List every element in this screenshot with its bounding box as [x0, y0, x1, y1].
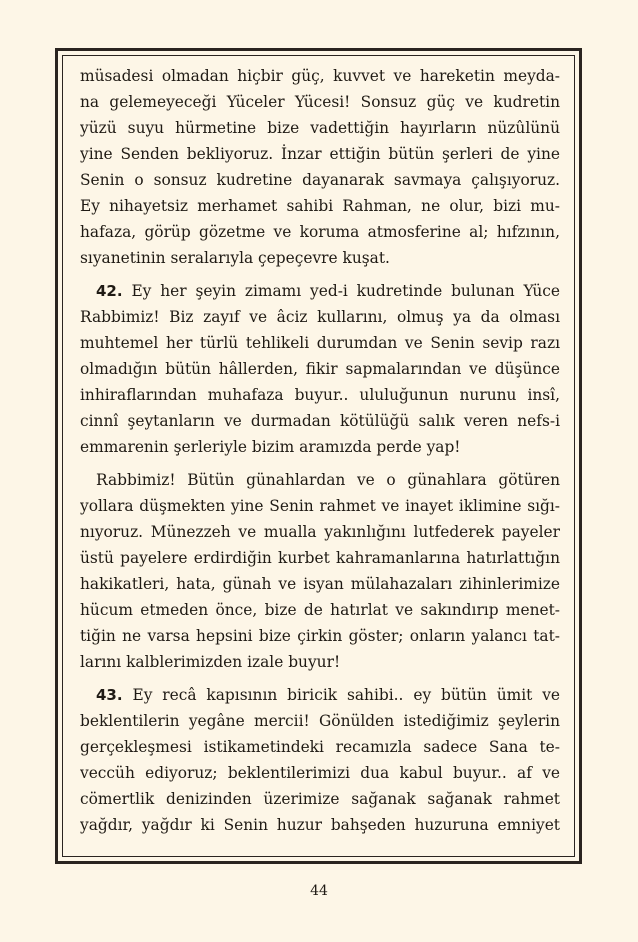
prayer-number: 43.	[96, 686, 123, 704]
paragraph-3	[80, 467, 560, 675]
text-line: emmarenin şerleriyle bizim aramızda perde yap!	[80, 438, 461, 456]
text-line: muhtemel her türlü tehlikeli durumdan ve Senin sevip razı	[80, 334, 560, 352]
text-line: inhiraflarından muhafaza buyur.. ululuğunun nurunu insî,	[80, 386, 560, 404]
text-line	[80, 682, 560, 708]
text-line: Rabbimiz! Bütün günahlardan ve o günahlara götüren	[96, 471, 560, 489]
text-line: olmadığın bütün hâllerden, fikir sapmalarından ve düşünce	[80, 360, 560, 378]
prayer-number: 42.	[96, 282, 123, 300]
text-line: larını kalblerimizden izale buyur!	[80, 653, 341, 671]
text-line: Ey nihayetsiz merhamet sahibi Rahman, ne olur, bizi mu-	[80, 197, 560, 215]
paragraph-1	[80, 63, 560, 271]
paragraph-42	[80, 278, 560, 460]
text-line: üstü payelere erdirdiğin kurbet kahramanlarına hatırlattığın	[80, 549, 560, 567]
text-line: yüzü suyu hürmetine bize vadettiğin hayırların nüzûlünü	[80, 119, 560, 137]
paragraph-43	[80, 682, 560, 838]
text-line-content: Ey her şeyin zimamı yed-i kudretinde bulunan Yüce	[122, 282, 560, 300]
text-line: yağdır, yağdır ki Senin huzur bahşeden huzuruna emniyet	[80, 816, 560, 834]
text-line: hücum etmeden önce, bize de hatırlat ve sakındırıp menet-	[80, 601, 560, 619]
text-line: hakikatleri, hata, günah ve isyan mülahazaları zihinlerimize	[80, 575, 560, 593]
text-block	[80, 63, 560, 838]
text-line: hafaza, görüp gözetme ve koruma atmosferine al; hıfzının,	[80, 223, 560, 241]
text-line: cinnî şeytanların ve durmadan kötülüğü salık veren nefs-i	[80, 412, 560, 430]
text-line: veccüh ediyoruz; beklentilerimizi dua kabul buyur.. af ve	[80, 764, 560, 782]
text-line: yollara düşmekten yine Senin rahmet ve inayet iklimine sığı-	[80, 497, 560, 515]
text-line: nıyoruz. Münezzeh ve mualla yakınlığını lutfederek payeler	[80, 523, 560, 541]
text-line: yine Senden bekliyoruz. İnzar ettiğin bütün şerleri de yine	[80, 145, 560, 163]
text-line-content: Ey recâ kapısının biricik sahibi.. ey bütün ümit ve	[122, 686, 560, 704]
text-line	[80, 278, 560, 304]
text-line: Senin o sonsuz kudretine dayanarak savmaya çalışıyoruz.	[80, 171, 560, 189]
text-line: sıyanetinin seralarıyla çepeçevre kuşat.	[80, 249, 390, 267]
text-line: na gelemeyeceği Yüceler Yücesi! Sonsuz güç ve kudretin	[80, 93, 560, 111]
text-line: beklentilerin yegâne mercii! Gönülden istediğimiz şeylerin	[80, 712, 560, 730]
text-line: cömertlik denizinden üzerimize sağanak sağanak rahmet	[80, 790, 560, 808]
text-line: gerçekleşmesi istikametindeki recamızla sadece Sana te-	[80, 738, 560, 756]
text-line: tiğin ne varsa hepsini bize çirkin göster; onların yalancı tat-	[80, 627, 560, 645]
text-line: müsadesi olmadan hiçbir güç, kuvvet ve hareketin meyda-	[80, 67, 560, 85]
page-number: 44	[310, 883, 328, 899]
text-line: Rabbimiz! Biz zayıf ve âciz kullarını, olmuş ya da olması	[80, 308, 560, 326]
